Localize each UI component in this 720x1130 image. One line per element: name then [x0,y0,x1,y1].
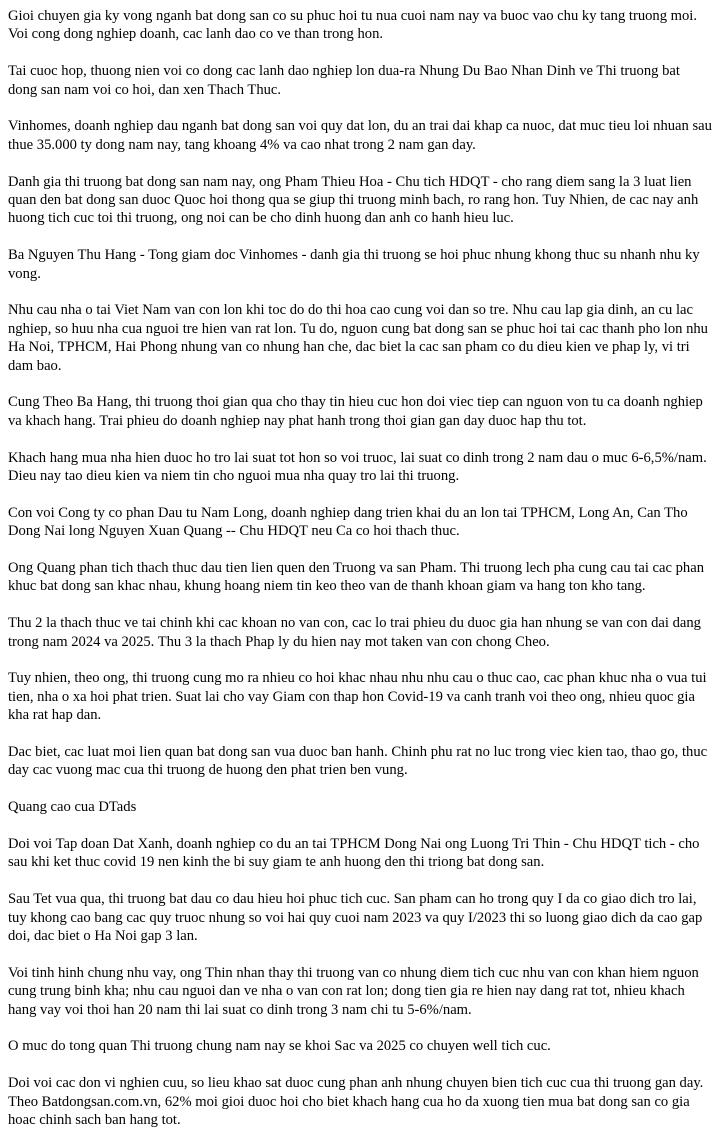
paragraph: Ong Quang phan tich thach thuc dau tien lien quen den Truong va san Pham. Thi truong lech pha cung cau tai cac phan khuc bat dong san khac nhau, khung hoang niem tin keo theo van de thanh khoan giam va hang ton kho tang. [8,560,705,595]
paragraph: Con voi Cong ty co phan Dau tu Nam Long, doanh nghiep dang trien khai du an lon tai TPHCM, Long An, Can Tho Dong Nai long Nguyen Xuan Quang -- Chu HDQT neu Ca co hoi thach thuc. [8,504,688,540]
paragraph: Cung Theo Ba Hang, thi truong thoi gian qua cho thay tin hieu cuc hon doi viec tiep can nguon von tu ca doanh nghiep va khach hang. Trai phieu do doanh nghiep nay phat hanh trong thoi gian gan day duoc hap thu tot. [8,394,703,429]
paragraph: Voi tinh hinh chung nhu vay, ong Thin nhan thay thi truong van co nhung diem tich cuc nhu van con khan hiem nguon cung trung binh kha; nhu cau nguoi dan ve nha o van con rat lon; dong tien gia re hien nay dang rat tot, nhieu khach hang vay voi thoi han 20 nam thi lai suat co dinh trong 3 nam chi tu 5-6%/nam. [8,964,699,1018]
paragraph: Ba Nguyen Thu Hang - Tong giam doc Vinhomes - danh gia thi truong se hoi phuc nhung khong thuc su nhanh nhu ky vong. [8,247,700,282]
paragraph: Doi voi cac don vi nghien cuu, so lieu khao sat duoc cung phan anh nhung chuyen bien tich cuc cua thi truong gan day. Theo Batdongsan.com.vn, 62% moi gioi duoc hoi cho biet khach hang cua ho da xuong tien mua bat dong san co gia hoac chinh sach ban hang tot. [8,1075,704,1129]
paragraph: Danh gia thi truong bat dong san nam nay, ong Pham Thieu Hoa - Chu tich HDQT - cho rang diem sang la 3 luat lien quan den bat dong san duoc Quoc hoi thong qua se giup thi truong minh bach, ro rang hon. Tuy Nhien, de cac nay anh huong tich cuc toi thi truong, ong noi can be cho dinh huong dan anh co hanh hieu luc. [8,173,699,227]
paragraph: Dac biet, cac luat moi lien quan bat dong san vua duoc ban hanh. Chinh phu rat no luc trong viec kien tao, thao go, thuc day cac vuong mac cua thi truong de huong den phat trien ben vung. [8,744,708,779]
paragraph: Khach hang mua nha hien duoc ho tro lai suat tot hon so voi truoc, lai suat co dinh trong 2 nam dau o muc 6-6,5%/nam. Dieu nay tao dieu kien va niem tin cho nguoi mua nha quay tro lai thi truong. [8,449,707,485]
paragraph: Vinhomes, doanh nghiep dau nganh bat dong san voi quy dat lon, du an trai dai khap ca nuoc, dat muc tieu loi nhuan sau thue 35.000 ty dong nam nay, tang khoang 4% va cao nhat trong 2 nam gan day. [8,118,712,153]
paragraph: Tai cuoc hop, thuong nien voi co dong cac lanh dao nghiep lon dua-ra Nhung Du Bao Nhan Dinh ve Thi truong bat dong san nam voi co hoi, dan xen Thach Thuc. [8,63,680,98]
paragraph: Doi voi Tap doan Dat Xanh, doanh nghiep co du an tai TPHCM Dong Nai ong Luong Tri Thin - Chu HDQT tich - cho sau khi ket thuc covid 19 nen kinh the bi suy giam te anh huong den thi triong bat dong san. [8,836,700,871]
advertisement-label: Quang cao cua DTads [8,799,137,816]
paragraph: Gioi chuyen gia ky vong nganh bat dong san co su phuc hoi tu nua cuoi nam nay va buoc vao chu ky tang truong moi. Voi cong dong nghiep doanh, cac lanh dao co ve than trong hon. [8,8,698,43]
paragraph: Sau Tet vua qua, thi truong bat dau co dau hieu hoi phuc tich cuc. San pham can ho trong quy I da co giao dich tro lai, tuy khong cao bang cac quy truoc nhung so voi hai quy cuoi nam 2023 va quy I/2023 thi so luong giao dich da cao gap doi, dac biet o Ha Noi gap 3 lan. [8,891,703,945]
paragraph: Nhu cau nha o tai Viet Nam van con lon khi toc do do thi hoa cao cung voi dan so tre. Nhu cau lap gia dinh, an cu lac nghiep, so huu nha cua nguoi tre hien van rat lon. Tu do, nguon cung bat dong san se phuc hoi tai cac thanh pho lon nhu Ha Noi, TPHCM, Hai Phong nhung van co nhung han che, dac biet la cac san pham co du dieu kien ve phap ly, vi tri dam bao. [8,302,708,374]
paragraph: O muc do tong quan Thi truong chung nam nay se khoi Sac va 2025 co chuyen well tich cuc. [8,1038,551,1055]
paragraph: Tuy nhien, theo ong, thi truong cung mo ra nhieu co hoi khac nhau nhu nhu cau o thuc cao, cac phan khuc nha o vua tui tien, nha o xa hoi phat trien. Suat lai cho vay Giam con thap hon Covid-19 va canh tranh voi theo ong, nhieu quoc gia kha rat hap dan. [8,670,707,724]
paragraph: Thu 2 la thach thuc ve tai chinh khi cac khoan no van con, cac lo trai phieu du duoc gia han nhung se van con dai dang trong nam 2024 va 2025. Thu 3 la thach Phap ly du hien nay mot taken van con chong Cheo. [8,615,701,650]
